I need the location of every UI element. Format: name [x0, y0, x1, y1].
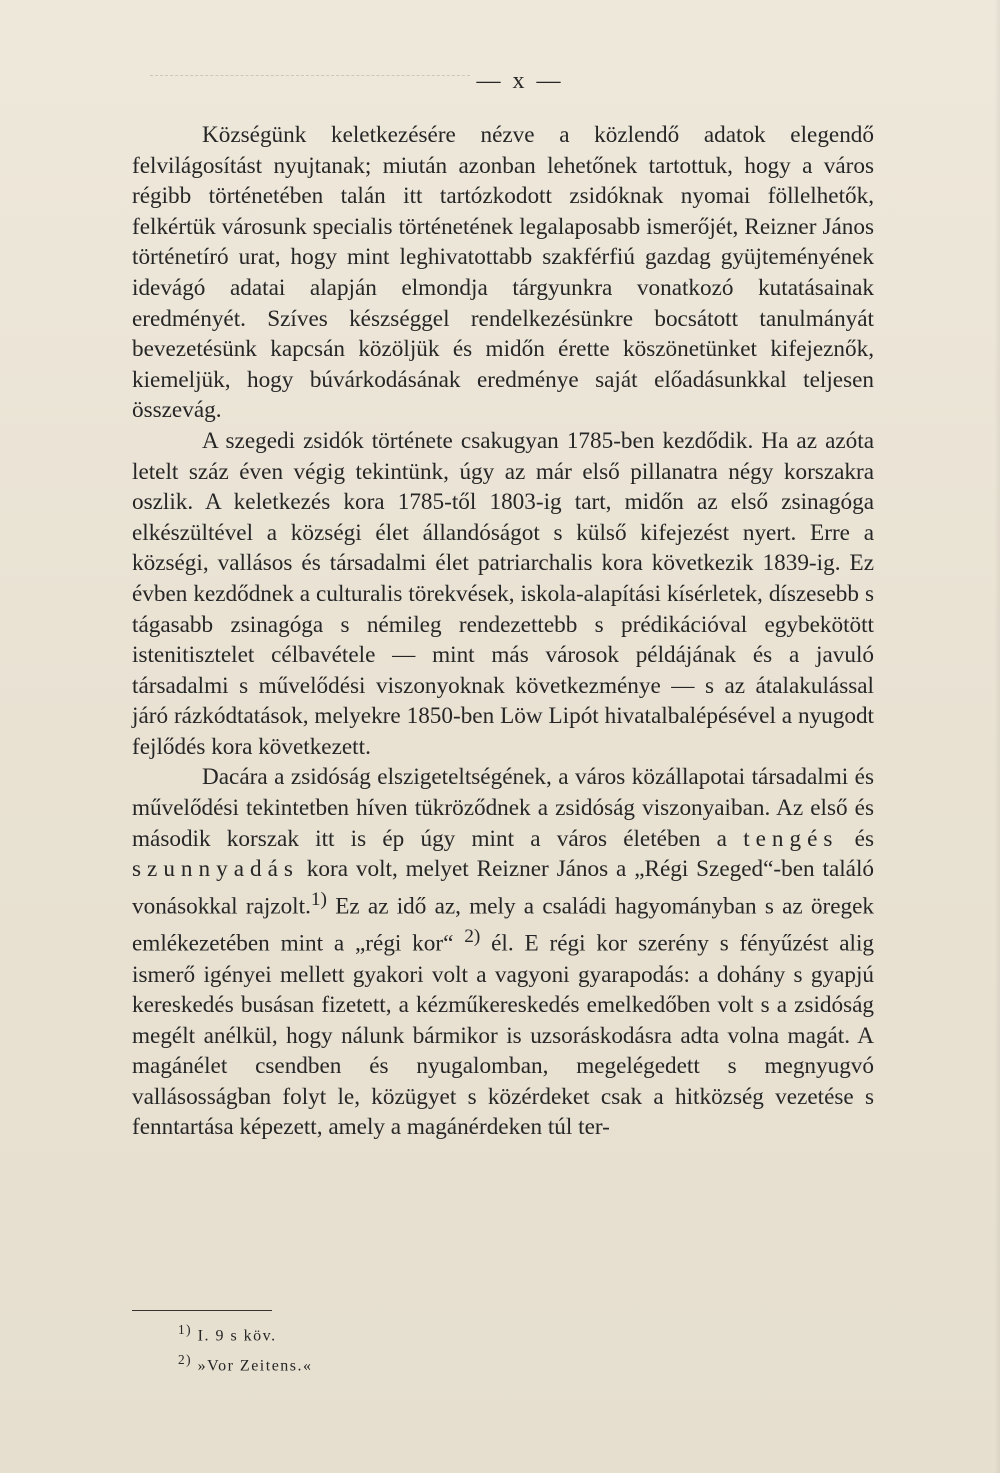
footnote-text: I. 9 s köv.: [197, 1327, 277, 1345]
footnote-1: [178, 1318, 313, 1348]
paragraph-1: Községünk keletkezésére nézve a közlendő adatok elegendő felvilágosítást nyujtanak; miután azonban lehetőnek tartottuk, hogy a város régibb történetében talán itt tartózkodott zsidóknak nyomai föllelhetők, felkértük városunk specialis történetének legalaposabb ismerőjét, Reizner János történetíró urat, hogy mint leghivatottabb szakférfiú gazdag gyüjteményének idevágó adatai alapján elmondja tárgyunkra vonatkozó kutatásainak eredményét. Szíves készséggel rendelkezésünkre bocsátott tanulmányát bevezetésünk kapcsán közöljük és midőn érette köszönetünket kifejeznők, kiemeljük, hogy búvárkodásának eredménye saját előadásunkkal teljesen összevág.: [132, 122, 874, 424]
paragraph-3-text-b: és: [838, 825, 874, 852]
spaced-word-szunnyadas: szunnyadás: [132, 856, 299, 883]
paragraph-3: [132, 762, 874, 1143]
footnote-divider: [132, 1310, 272, 1311]
footnote-2: [178, 1348, 313, 1378]
paragraph-3-text-d: Ez az idő az, mely a családi hagyományban s az öregek emlékezetében mint a „régi kor“: [132, 893, 874, 957]
footnote-text: »Vor Zeitens.«: [197, 1357, 313, 1375]
footnote-ref-1: 1): [310, 888, 327, 910]
paragraph-3-text-a: Dacára a zsidóság elszigeteltségének, a város közállapotai társadalmi és művelődési tekintetben híven tükröződnek a zsidóság viszonyaiban. Az első és második korszak itt is ép úgy mint a város életében a: [132, 764, 874, 852]
paragraph-3-text-e: él. E régi kor szerény s fényűzést alig ismerő igényei mellett gyakori volt a vagyoni gyarapodás: a dohány s gyapjú kereskedés busásan fizetett, a kézműkereskedés emelkedőben volt s a zsidóság megélt anélkül, hogy nálunk bármikor is uzsoráskodásra adta volna magát. A magánélet csendben és nyugalomban, megelégedett s megnyugvó vallásosságban folyt le, közügyet s közérdeket csak a hitközség vezetése s fenntartása képezett, amely a magánérdeken túl ter-: [132, 930, 874, 1141]
page-number: — x —: [476, 68, 564, 94]
footnote-ref-2: 2): [464, 926, 481, 948]
footnotes: [178, 1318, 313, 1379]
paragraph-2: A szegedi zsidók története csakugyan 1785-ben kezdődik. Ha az azóta letelt száz éven végig tekintünk, úgy az már első pillanatra négy korszakra oszlik. A keletkezés kora 1785-től 1803-ig tart, midőn az első zsinagóga elkészültével a községi élet állandóságot s külső kifejezést nyert. Erre a községi, vallásos és társadalmi élet patriarchalis kora következik 1839-ig. Ez évben kezdődnek a culturalis törekvések, iskola-alapítási kísérletek, díszesebb s tágasabb zsinagóga s némileg rendezettebb s prédikációval egybekötött istenitisztelet célbavétele — mint más városok példájának és a javuló társadalmi s művelődési viszonyoknak következménye — s az átalakulással járó rázkódtatások, melyekre 1850-ben Löw Lipót hivatalbalépésével a nyugodt fejlődés kora következett.: [132, 427, 874, 760]
footnote-marker: 1): [178, 1322, 193, 1337]
page-edge-shadow: [994, 0, 1000, 1473]
footnote-marker: 2): [178, 1352, 193, 1368]
spaced-word-tenges: tengés: [743, 825, 839, 852]
body-text: [132, 120, 874, 1143]
paragraph-3-text-c: kora volt, melyet Reizner János a „Régi Szeged“-ben találó vonásokkal rajzolt.: [132, 856, 874, 920]
